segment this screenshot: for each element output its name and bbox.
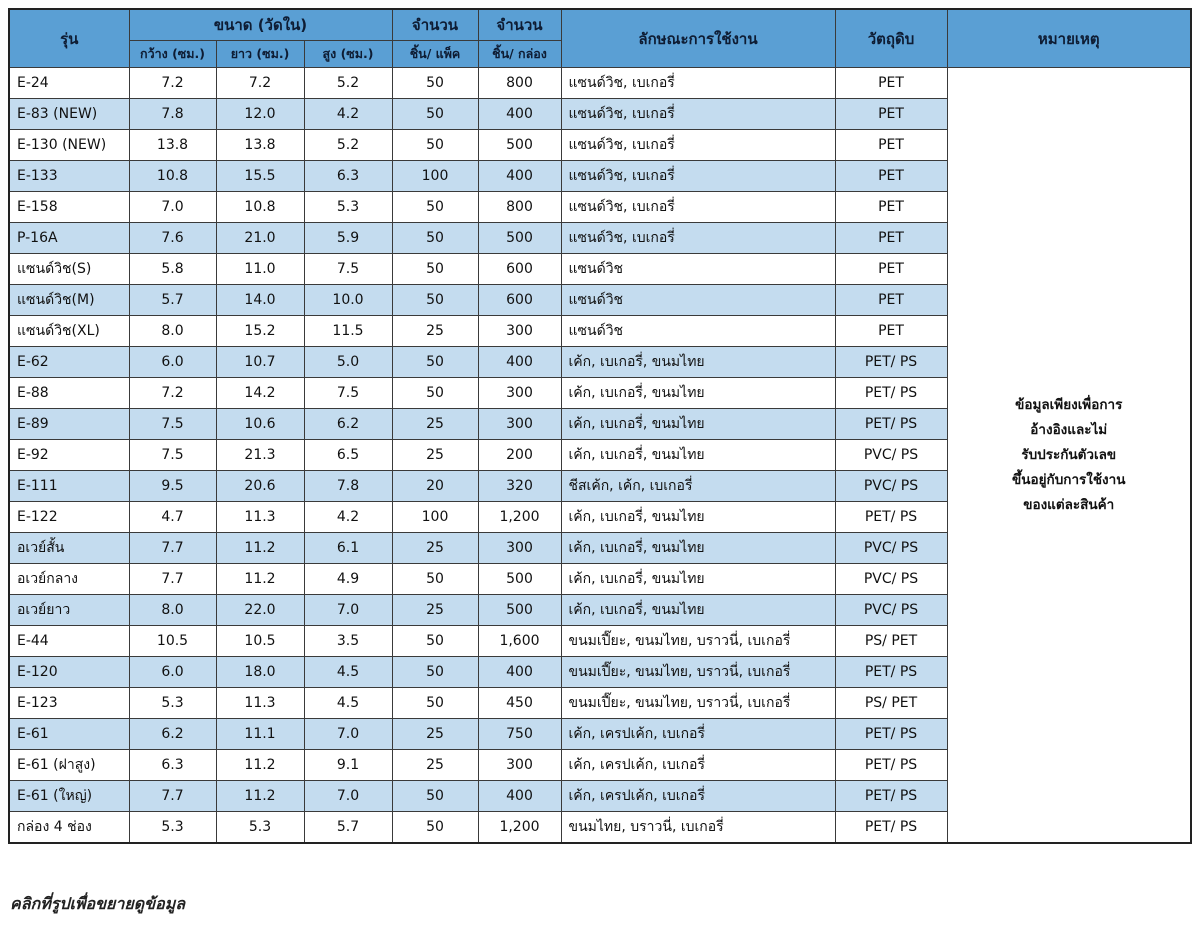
cell-per-pack: 50 [392, 378, 478, 409]
cell-width: 7.7 [129, 533, 216, 564]
cell-per-pack: 100 [392, 502, 478, 533]
cell-height: 5.0 [304, 347, 392, 378]
cell-per-pack: 50 [392, 347, 478, 378]
cell-width: 7.5 [129, 440, 216, 471]
cell-material: PET [835, 285, 947, 316]
cell-material: PET/ PS [835, 781, 947, 812]
cell-height: 7.5 [304, 254, 392, 285]
cell-usage: เค้ก, เบเกอรี่, ขนมไทย [561, 378, 835, 409]
cell-model: แซนด์วิช(S) [9, 254, 129, 285]
cell-usage: ขนมเปี๊ยะ, ขนมไทย, บราวนี่, เบเกอรี่ [561, 688, 835, 719]
cell-usage: ขนมเปี๊ยะ, ขนมไทย, บราวนี่, เบเกอรี่ [561, 626, 835, 657]
cell-width: 6.0 [129, 657, 216, 688]
cell-model: E-61 [9, 719, 129, 750]
cell-material: PET [835, 130, 947, 161]
header-model: รุ่น [9, 9, 129, 68]
cell-material: PVC/ PS [835, 471, 947, 502]
cell-height: 5.3 [304, 192, 392, 223]
cell-per-pack: 50 [392, 68, 478, 99]
cell-per-box: 450 [478, 688, 561, 719]
cell-length: 11.2 [216, 564, 304, 595]
cell-usage: เค้ก, เครปเค้ก, เบเกอรี่ [561, 719, 835, 750]
cell-width: 8.0 [129, 316, 216, 347]
cell-material: PET/ PS [835, 657, 947, 688]
cell-material: PVC/ PS [835, 533, 947, 564]
cell-length: 5.3 [216, 812, 304, 844]
cell-model: E-61 (ฝาสูง) [9, 750, 129, 781]
cell-width: 6.2 [129, 719, 216, 750]
cell-material: PET/ PS [835, 750, 947, 781]
cell-usage: แซนด์วิช, เบเกอรี่ [561, 68, 835, 99]
cell-model: E-133 [9, 161, 129, 192]
cell-per-pack: 25 [392, 719, 478, 750]
cell-length: 10.6 [216, 409, 304, 440]
cell-height: 7.8 [304, 471, 392, 502]
header-qty-box: จำนวน [478, 9, 561, 41]
cell-length: 11.3 [216, 502, 304, 533]
cell-model: E-122 [9, 502, 129, 533]
cell-per-box: 300 [478, 409, 561, 440]
cell-per-box: 400 [478, 161, 561, 192]
cell-length: 11.2 [216, 781, 304, 812]
cell-usage: แซนด์วิช [561, 285, 835, 316]
cell-per-pack: 50 [392, 626, 478, 657]
cell-width: 13.8 [129, 130, 216, 161]
cell-length: 10.5 [216, 626, 304, 657]
cell-per-pack: 25 [392, 750, 478, 781]
cell-per-pack: 50 [392, 223, 478, 254]
cell-usage: เค้ก, เบเกอรี่, ขนมไทย [561, 595, 835, 626]
cell-material: PVC/ PS [835, 595, 947, 626]
cell-usage: เค้ก, เบเกอรี่, ขนมไทย [561, 564, 835, 595]
cell-material: PET [835, 99, 947, 130]
cell-per-box: 800 [478, 192, 561, 223]
remark-line: ขึ้นอยู่กับการใช้งาน [1012, 471, 1126, 488]
cell-height: 5.2 [304, 68, 392, 99]
cell-per-box: 400 [478, 781, 561, 812]
cell-usage: เค้ก, เบเกอรี่, ขนมไทย [561, 533, 835, 564]
cell-per-box: 800 [478, 68, 561, 99]
cell-material: PVC/ PS [835, 440, 947, 471]
cell-per-box: 400 [478, 657, 561, 688]
cell-length: 15.5 [216, 161, 304, 192]
cell-material: PVC/ PS [835, 564, 947, 595]
cell-material: PET/ PS [835, 378, 947, 409]
cell-length: 22.0 [216, 595, 304, 626]
cell-per-pack: 50 [392, 130, 478, 161]
cell-height: 7.0 [304, 719, 392, 750]
cell-length: 14.0 [216, 285, 304, 316]
cell-width: 7.7 [129, 781, 216, 812]
cell-width: 7.0 [129, 192, 216, 223]
cell-model: E-130 (NEW) [9, 130, 129, 161]
cell-width: 4.7 [129, 502, 216, 533]
product-spec-table [8, 8, 1192, 844]
cell-model: แซนด์วิช(M) [9, 285, 129, 316]
cell-usage: ขนมไทย, บราวนี่, เบเกอรี่ [561, 812, 835, 844]
cell-model: E-61 (ใหญ่) [9, 781, 129, 812]
cell-width: 9.5 [129, 471, 216, 502]
cell-per-box: 500 [478, 130, 561, 161]
cell-per-box: 320 [478, 471, 561, 502]
cell-length: 21.3 [216, 440, 304, 471]
cell-model: E-111 [9, 471, 129, 502]
cell-height: 4.2 [304, 502, 392, 533]
cell-model: อเวย์กลาง [9, 564, 129, 595]
cell-length: 11.1 [216, 719, 304, 750]
cell-material: PET/ PS [835, 502, 947, 533]
cell-width: 7.2 [129, 378, 216, 409]
cell-model: E-62 [9, 347, 129, 378]
cell-length: 14.2 [216, 378, 304, 409]
cell-per-pack: 25 [392, 440, 478, 471]
cell-per-pack: 50 [392, 99, 478, 130]
cell-per-box: 500 [478, 564, 561, 595]
cell-length: 13.8 [216, 130, 304, 161]
cell-width: 7.5 [129, 409, 216, 440]
cell-length: 10.7 [216, 347, 304, 378]
cell-material: PET [835, 254, 947, 285]
cell-material: PS/ PET [835, 688, 947, 719]
cell-length: 11.3 [216, 688, 304, 719]
cell-per-pack: 25 [392, 595, 478, 626]
remark-line: รับประกันตัวเลข [1021, 446, 1117, 463]
cell-per-box: 200 [478, 440, 561, 471]
header-material: วัตถุดิบ [835, 9, 947, 68]
cell-per-pack: 100 [392, 161, 478, 192]
header-width: กว้าง (ซม.) [129, 41, 216, 68]
cell-height: 7.5 [304, 378, 392, 409]
cell-material: PET/ PS [835, 409, 947, 440]
product-table-container [8, 8, 1192, 844]
cell-length: 15.2 [216, 316, 304, 347]
cell-per-pack: 50 [392, 254, 478, 285]
header-size: ขนาด (วัดใน) [129, 9, 392, 41]
remark-line: อ้างอิงและไม่ [1030, 421, 1108, 438]
header-per-box: ชิ้น/ กล่อง [478, 41, 561, 68]
cell-length: 10.8 [216, 192, 304, 223]
cell-usage: แซนด์วิช, เบเกอรี่ [561, 192, 835, 223]
cell-width: 5.8 [129, 254, 216, 285]
cell-width: 7.2 [129, 68, 216, 99]
cell-height: 6.5 [304, 440, 392, 471]
cell-width: 5.7 [129, 285, 216, 316]
cell-material: PET [835, 223, 947, 254]
cell-material: PET/ PS [835, 719, 947, 750]
cell-per-box: 300 [478, 378, 561, 409]
cell-per-pack: 25 [392, 533, 478, 564]
cell-model: อเวย์สั้น [9, 533, 129, 564]
cell-per-pack: 50 [392, 688, 478, 719]
cell-model: E-120 [9, 657, 129, 688]
cell-per-box: 500 [478, 595, 561, 626]
cell-width: 7.8 [129, 99, 216, 130]
cell-length: 12.0 [216, 99, 304, 130]
cell-model: E-24 [9, 68, 129, 99]
cell-width: 5.3 [129, 688, 216, 719]
footer-caption: คลิกที่รูปเพื่อขยายดูข้อมูล [10, 894, 186, 913]
cell-model: E-158 [9, 192, 129, 223]
cell-usage: แซนด์วิช, เบเกอรี่ [561, 223, 835, 254]
cell-width: 6.3 [129, 750, 216, 781]
cell-height: 7.0 [304, 781, 392, 812]
cell-per-box: 300 [478, 316, 561, 347]
cell-model: อเวย์ยาว [9, 595, 129, 626]
cell-height: 4.9 [304, 564, 392, 595]
cell-per-pack: 50 [392, 192, 478, 223]
cell-material: PET/ PS [835, 812, 947, 844]
cell-height: 7.0 [304, 595, 392, 626]
cell-length: 7.2 [216, 68, 304, 99]
cell-per-box: 400 [478, 347, 561, 378]
cell-per-box: 1,200 [478, 812, 561, 844]
cell-model: E-92 [9, 440, 129, 471]
header-usage: ลักษณะการใช้งาน [561, 9, 835, 68]
cell-material: PET/ PS [835, 347, 947, 378]
cell-per-box: 300 [478, 750, 561, 781]
cell-height: 4.2 [304, 99, 392, 130]
header-qty-pack: จำนวน [392, 9, 478, 41]
cell-usage: เค้ก, เบเกอรี่, ขนมไทย [561, 440, 835, 471]
cell-length: 21.0 [216, 223, 304, 254]
cell-usage: แซนด์วิช, เบเกอรี่ [561, 130, 835, 161]
table-body [9, 68, 1191, 844]
cell-length: 11.2 [216, 533, 304, 564]
cell-usage: แซนด์วิช, เบเกอรี่ [561, 99, 835, 130]
cell-height: 4.5 [304, 688, 392, 719]
cell-material: PET [835, 68, 947, 99]
cell-usage: แซนด์วิช, เบเกอรี่ [561, 161, 835, 192]
cell-model: E-83 (NEW) [9, 99, 129, 130]
cell-height: 5.9 [304, 223, 392, 254]
cell-per-pack: 50 [392, 781, 478, 812]
table-header [9, 9, 1191, 68]
header-length: ยาว (ซม.) [216, 41, 304, 68]
cell-width: 7.6 [129, 223, 216, 254]
header-remark: หมายเหตุ [947, 9, 1191, 68]
cell-height: 6.2 [304, 409, 392, 440]
header-height: สูง (ซม.) [304, 41, 392, 68]
cell-per-pack: 50 [392, 812, 478, 844]
cell-model: E-88 [9, 378, 129, 409]
cell-usage: เค้ก, เบเกอรี่, ขนมไทย [561, 409, 835, 440]
cell-per-pack: 50 [392, 285, 478, 316]
cell-height: 3.5 [304, 626, 392, 657]
cell-height: 6.1 [304, 533, 392, 564]
remark-cell [947, 68, 1191, 844]
header-per-pack: ชิ้น/ แพ็ค [392, 41, 478, 68]
remark-line: ข้อมูลเพียงเพื่อการ [1015, 396, 1123, 413]
cell-model: แซนด์วิช(XL) [9, 316, 129, 347]
cell-per-pack: 25 [392, 409, 478, 440]
cell-height: 10.0 [304, 285, 392, 316]
cell-per-box: 400 [478, 99, 561, 130]
cell-length: 18.0 [216, 657, 304, 688]
cell-usage: ขนมเปี๊ยะ, ขนมไทย, บราวนี่, เบเกอรี่ [561, 657, 835, 688]
cell-material: PS/ PET [835, 626, 947, 657]
cell-width: 5.3 [129, 812, 216, 844]
cell-height: 9.1 [304, 750, 392, 781]
cell-per-pack: 20 [392, 471, 478, 502]
cell-usage: แซนด์วิช [561, 254, 835, 285]
cell-model: กล่อง 4 ช่อง [9, 812, 129, 844]
cell-material: PET [835, 316, 947, 347]
cell-width: 7.7 [129, 564, 216, 595]
cell-per-box: 1,600 [478, 626, 561, 657]
cell-model: E-123 [9, 688, 129, 719]
cell-width: 10.5 [129, 626, 216, 657]
cell-height: 5.7 [304, 812, 392, 844]
cell-usage: เค้ก, เบเกอรี่, ขนมไทย [561, 347, 835, 378]
cell-per-box: 750 [478, 719, 561, 750]
cell-usage: แซนด์วิช [561, 316, 835, 347]
remark-line: ของแต่ละสินค้า [1023, 496, 1115, 513]
cell-usage: เค้ก, เครปเค้ก, เบเกอรี่ [561, 750, 835, 781]
cell-per-box: 600 [478, 254, 561, 285]
cell-usage: เค้ก, เครปเค้ก, เบเกอรี่ [561, 781, 835, 812]
cell-per-pack: 25 [392, 316, 478, 347]
cell-material: PET [835, 192, 947, 223]
cell-height: 6.3 [304, 161, 392, 192]
cell-height: 5.2 [304, 130, 392, 161]
cell-model: E-89 [9, 409, 129, 440]
cell-width: 6.0 [129, 347, 216, 378]
cell-per-pack: 50 [392, 564, 478, 595]
cell-per-pack: 50 [392, 657, 478, 688]
cell-per-box: 1,200 [478, 502, 561, 533]
cell-length: 20.6 [216, 471, 304, 502]
table-row [9, 68, 1191, 99]
cell-model: E-44 [9, 626, 129, 657]
cell-width: 8.0 [129, 595, 216, 626]
cell-height: 11.5 [304, 316, 392, 347]
cell-model: P-16A [9, 223, 129, 254]
cell-per-box: 300 [478, 533, 561, 564]
cell-usage: เค้ก, เบเกอรี่, ขนมไทย [561, 502, 835, 533]
cell-usage: ชีสเค้ก, เค้ก, เบเกอรี่ [561, 471, 835, 502]
cell-length: 11.2 [216, 750, 304, 781]
cell-material: PET [835, 161, 947, 192]
cell-length: 11.0 [216, 254, 304, 285]
cell-per-box: 600 [478, 285, 561, 316]
cell-per-box: 500 [478, 223, 561, 254]
cell-height: 4.5 [304, 657, 392, 688]
cell-width: 10.8 [129, 161, 216, 192]
